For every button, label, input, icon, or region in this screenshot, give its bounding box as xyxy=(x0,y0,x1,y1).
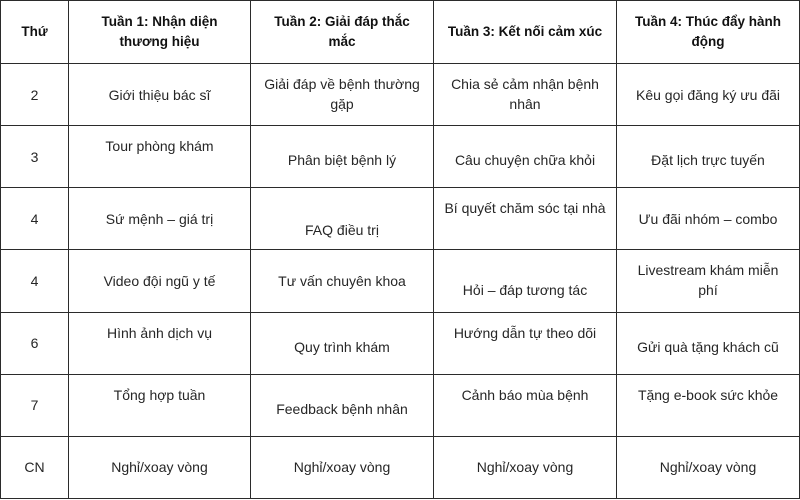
table-cell: Hình ảnh dịch vụ xyxy=(69,312,251,374)
table-row xyxy=(1,312,800,374)
table-cell: Cảnh báo mùa bệnh xyxy=(434,374,617,436)
table-cell: Nghỉ/xoay vòng xyxy=(69,436,251,498)
table-cell: Kêu gọi đăng ký ưu đãi xyxy=(617,64,800,126)
table-cell: FAQ điều trị xyxy=(251,188,434,250)
table-cell: Quy trình khám xyxy=(251,312,434,374)
day-cell: 7 xyxy=(1,374,69,436)
table-cell: Video đội ngũ y tế xyxy=(69,250,251,312)
table-cell: Hỏi – đáp tương tác xyxy=(434,250,617,312)
header-week-1: Tuần 1: Nhận diện thương hiệu xyxy=(69,1,251,64)
table-row xyxy=(1,64,800,126)
day-cell: CN xyxy=(1,436,69,498)
table-cell: Nghỉ/xoay vòng xyxy=(251,436,434,498)
header-week-3: Tuần 3: Kết nối cảm xúc xyxy=(434,1,617,64)
table-cell: Sứ mệnh – giá trị xyxy=(69,188,251,250)
header-week-4: Tuần 4: Thúc đẩy hành động xyxy=(617,1,800,64)
table-cell: Tour phòng khám xyxy=(69,126,251,188)
day-cell: 6 xyxy=(1,312,69,374)
table-row xyxy=(1,188,800,250)
day-cell: 4 xyxy=(1,250,69,312)
table-cell: Nghỉ/xoay vòng xyxy=(617,436,800,498)
table-cell: Tặng e-book sức khỏe xyxy=(617,374,800,436)
table-row xyxy=(1,126,800,188)
table-row xyxy=(1,436,800,498)
header-day: Thứ xyxy=(1,1,69,64)
table-cell: Giải đáp về bệnh thường gặp xyxy=(251,64,434,126)
table-cell: Livestream khám miễn phí xyxy=(617,250,800,312)
table-cell: Giới thiệu bác sĩ xyxy=(69,64,251,126)
table-cell: Tư vấn chuyên khoa xyxy=(251,250,434,312)
header-week-2: Tuần 2: Giải đáp thắc mắc xyxy=(251,1,434,64)
table-cell: Ưu đãi nhóm – combo xyxy=(617,188,800,250)
table-cell: Câu chuyện chữa khỏi xyxy=(434,126,617,188)
table-cell: Phân biệt bệnh lý xyxy=(251,126,434,188)
day-cell: 4 xyxy=(1,188,69,250)
table-cell: Đặt lịch trực tuyến xyxy=(617,126,800,188)
table-cell: Nghỉ/xoay vòng xyxy=(434,436,617,498)
table-cell: Chia sẻ cảm nhận bệnh nhân xyxy=(434,64,617,126)
table-cell: Bí quyết chăm sóc tại nhà xyxy=(434,188,617,250)
header-row xyxy=(1,1,800,64)
table-cell: Feedback bệnh nhân xyxy=(251,374,434,436)
day-cell: 3 xyxy=(1,126,69,188)
day-cell: 2 xyxy=(1,64,69,126)
table-cell: Gửi quà tặng khách cũ xyxy=(617,312,800,374)
table-row xyxy=(1,250,800,312)
table-cell: Tổng hợp tuần xyxy=(69,374,251,436)
table-row xyxy=(1,374,800,436)
table-cell: Hướng dẫn tự theo dõi xyxy=(434,312,617,374)
